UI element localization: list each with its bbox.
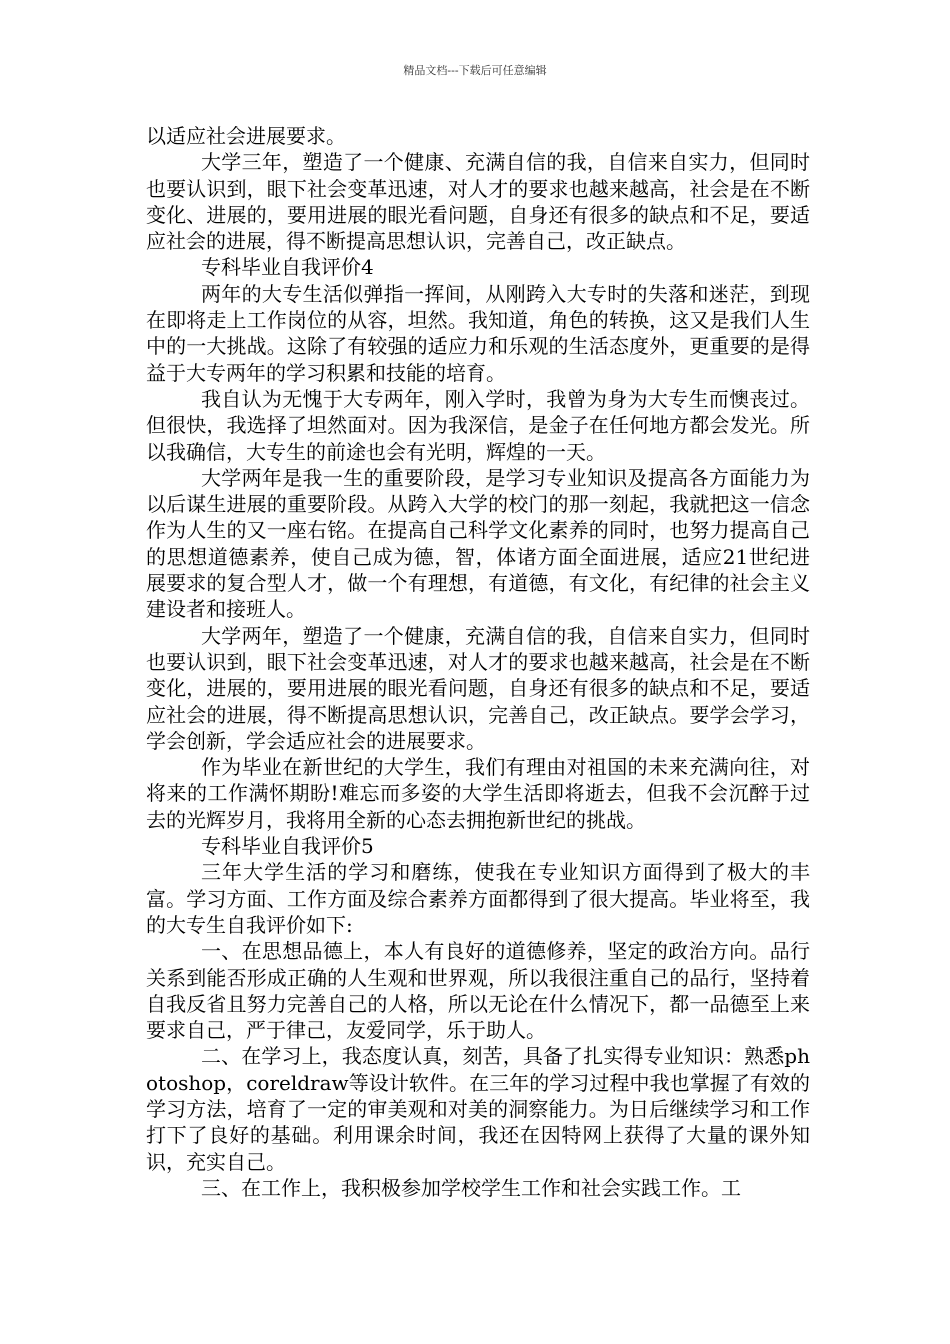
document-body	[146, 123, 810, 1201]
section-heading: 专科毕业自我评价4	[201, 255, 374, 280]
body-paragraph: 三、在工作上，我积极参加学校学生工作和社会实践工作。工	[201, 1175, 741, 1200]
body-paragraph: 一、在思想品德上，本人有良好的道德修养，坚定的政治方向。品行关系到能否形成正确的人生观和世界观，所以我很注重自己的品行，坚持着自我反省且努力完善自己的人格，所以无论在什么情况下，都一品德至上来要求自己，严于律己，友爱同学，乐于助人。	[146, 939, 810, 1043]
body-paragraph: 大学两年，塑造了一个健康，充满自信的我，自信来自实力，但同时也要认识到，眼下社会变革迅速，对人才的要求也越来越高，社会是在不断变化，进展的，要用进展的眼光看问题，自身还有很多的缺点和不足，要适应社会的进展，得不断提高思想认识，完善自己，改正缺点。要学会学习，学会创新，学会适应社会的进展要求。	[146, 623, 810, 753]
body-paragraph: 大学两年是我一生的重要阶段，是学习专业知识及提高各方面能力为以后谋生进展的重要阶段。从跨入大学的校门的那一刻起，我就把这一信念作为人生的又一座右铭。在提高自己科学文化素养的同时，也努力提高自己的思想道德素养，使自己成为德，智，体诸方面全面进展，适应21世纪进展要求的复合型人才，做一个有理想，有道德，有文化，有纪律的社会主义建设者和接班人。	[146, 465, 810, 622]
body-paragraph: 三年大学生活的学习和磨练，使我在专业知识方面得到了极大的丰富。学习方面、工作方面及综合素养方面都得到了很大提高。毕业将至，我的大专生自我评价如下:	[146, 860, 810, 937]
body-paragraph: 二、在学习上，我态度认真，刻苦，具备了扎实得专业知识：熟悉photoshop，coreldraw等设计软件。在三年的学习过程中我也掌握了有效的学习方法，培育了一定的审美观和对美的洞察能力。为日后继续学习和工作打下了良好的基础。利用课余时间，我还在因特网上获得了大量的课外知识，充实自己。	[146, 1044, 810, 1174]
body-paragraph: 两年的大专生活似弹指一挥间，从刚跨入大专时的失落和迷茫，到现在即将走上工作岗位的从容，坦然。我知道，角色的转换，这又是我们人生中的一大挑战。这除了有较强的适应力和乐观的生活态度外，更重要的是得益于大专两年的学习积累和技能的培育。	[146, 281, 810, 385]
section-heading: 专科毕业自我评价5	[201, 834, 374, 859]
page-header: 精品文档---下载后可任意编辑	[403, 64, 547, 77]
body-paragraph: 以适应社会进展要求。	[146, 124, 346, 148]
body-paragraph: 作为毕业在新世纪的大学生，我们有理由对祖国的未来充满向往，对将来的工作满怀期盼!难忘而多姿的大学生活即将逝去，但我不会沉醉于过去的光辉岁月，我将用全新的心态去拥抱新世纪的挑战。	[146, 755, 810, 832]
body-paragraph: 大学三年，塑造了一个健康、充满自信的我，自信来自实力，但同时也要认识到，眼下社会变革迅速，对人才的要求也越来越高，社会是在不断变化、进展的，要用进展的眼光看问题，自身还有很多的缺点和不足，要适应社会的进展，得不断提高思想认识，完善自己，改正缺点。	[146, 150, 810, 254]
body-paragraph: 我自认为无愧于大专两年，刚入学时，我曾为身为大专生而懊丧过。但很快，我选择了坦然面对。因为我深信，是金子在任何地方都会发光。所以我确信，大专生的前途也会有光明，辉煌的一天。	[146, 386, 810, 464]
